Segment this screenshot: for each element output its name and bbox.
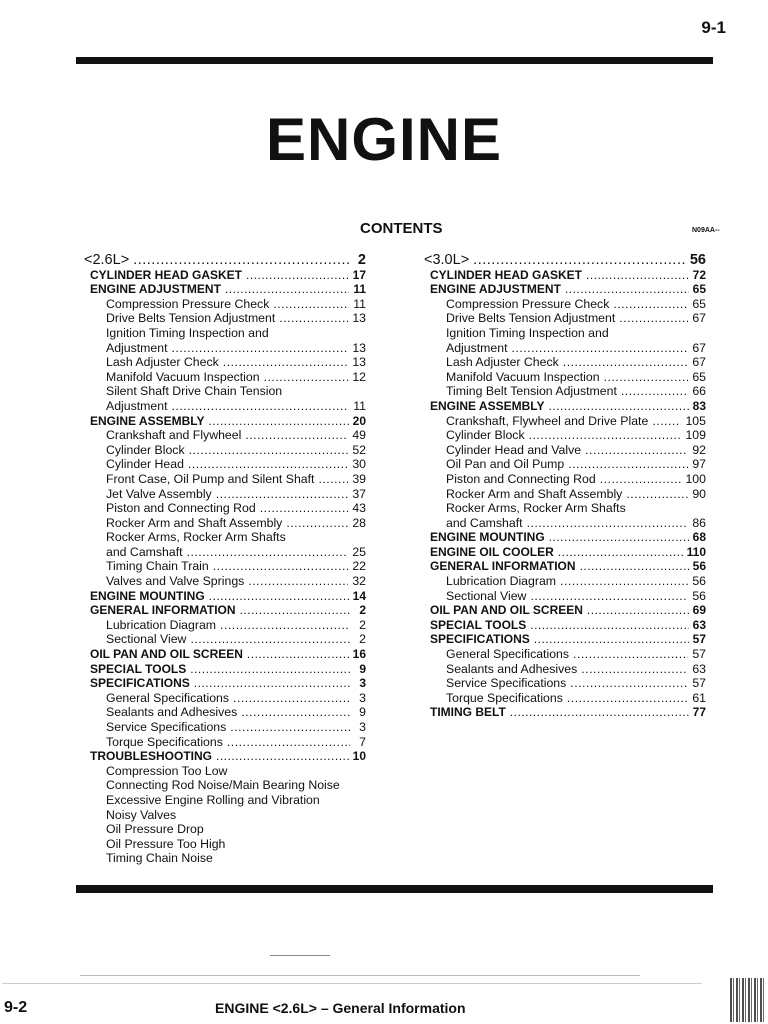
toc-entry-page: 49 — [352, 428, 366, 443]
toc-dot-leader — [586, 268, 689, 283]
toc-entry-label: Timing Chain Noise — [106, 851, 213, 866]
toc-entry-label: Crankshaft and Flywheel — [106, 428, 242, 443]
toc-entry-label: Cylinder Block — [106, 442, 185, 457]
toc-entry-page: 69 — [692, 603, 706, 618]
toc-entry-page: 66 — [692, 384, 706, 399]
toc-dot-leader — [194, 676, 350, 691]
toc-dot-leader — [530, 589, 688, 604]
toc-dot-leader — [188, 457, 348, 472]
toc-entry-label: Excessive Engine Rolling and Vibration — [106, 792, 320, 807]
toc-entry — [84, 384, 366, 399]
toc-dot-leader — [209, 589, 349, 604]
toc-entry-page: 67 — [692, 311, 706, 326]
footer-title: ENGINE <2.6L> – General Information — [215, 1000, 466, 1016]
toc-entry-label: TIMING BELT — [430, 705, 506, 720]
toc-entry — [424, 370, 706, 385]
toc-entry-label: <2.6L> — [84, 252, 130, 268]
toc-entry — [84, 647, 366, 662]
toc-dot-leader — [248, 574, 348, 589]
toc-entry-label: Compression Too Low — [106, 763, 228, 778]
scan-artifact-line — [270, 955, 330, 956]
toc-entry-label: Lubrication Diagram — [106, 617, 217, 632]
toc-entry — [424, 487, 706, 502]
toc-dot-leader — [565, 282, 689, 297]
toc-entry-page: 56 — [692, 559, 706, 574]
toc-entry-label: ENGINE ADJUSTMENT — [90, 282, 221, 297]
toc-dot-leader — [279, 311, 348, 326]
toc-entry-label: Lubrication Diagram — [446, 574, 557, 589]
toc-entry — [424, 341, 706, 356]
toc-dot-leader — [225, 282, 349, 297]
toc-dot-leader — [621, 384, 688, 399]
toc-entry-page: 3 — [359, 676, 366, 691]
toc-dot-leader — [187, 545, 349, 560]
toc-entry — [424, 632, 706, 647]
toc-entry-label: Front Case, Oil Pump and Silent Shaft — [106, 471, 315, 486]
toc-entry-label: Adjustment — [106, 340, 168, 355]
toc-entry-label: Rocker Arm and Shaft Assembly — [106, 515, 283, 530]
toc-entry-label: Piston and Connecting Rod — [106, 501, 256, 516]
toc-entry-page: 68 — [692, 530, 706, 545]
toc-entry-label: Cylinder Block — [446, 428, 525, 443]
toc-dot-leader — [585, 443, 688, 458]
toc-entry-page: 57 — [692, 647, 706, 662]
toc-entry-label: ENGINE MOUNTING — [90, 588, 205, 603]
toc-entry-label: Crankshaft, Flywheel and Drive Plate — [446, 413, 649, 428]
toc-entry — [424, 516, 706, 531]
toc-dot-leader — [273, 297, 349, 312]
toc-dot-leader — [172, 399, 350, 414]
toc-entry-page: 63 — [692, 617, 706, 632]
toc-dot-leader — [245, 428, 348, 443]
toc-entry — [424, 443, 706, 458]
toc-entry — [84, 691, 366, 706]
toc-entry-label: Manifold Vacuum Inspection — [106, 369, 260, 384]
scan-artifact-line — [80, 975, 640, 976]
toc-entry — [424, 559, 706, 574]
toc-entry-label: Valves and Valve Springs — [106, 574, 245, 589]
toc-entry-page: 57 — [692, 632, 706, 647]
toc-entry — [84, 297, 366, 312]
toc-dot-leader — [318, 472, 348, 487]
toc-entry-page: 3 — [359, 690, 366, 705]
toc-entry — [84, 851, 366, 866]
toc-entry-label: Silent Shaft Drive Chain Tension — [106, 384, 283, 399]
toc-entry-label: Service Specifications — [106, 720, 227, 734]
toc-entry-page: 56 — [689, 252, 706, 268]
toc-entry-page: 2 — [359, 603, 366, 618]
toc-dot-leader — [247, 647, 349, 662]
toc-entry-label: and Camshaft — [106, 544, 183, 559]
toc-entry-label: Torque Specifications — [446, 690, 563, 705]
toc-entry-page: 10 — [352, 749, 366, 764]
toc-entry — [424, 589, 706, 604]
toc-entry-page: 20 — [352, 413, 366, 428]
toc-entry-page: 7 — [359, 734, 366, 749]
toc-entry-page: 30 — [352, 457, 366, 472]
toc-dot-leader — [190, 662, 350, 677]
toc-dot-leader — [570, 676, 688, 691]
toc-dot-leader — [527, 516, 689, 531]
toc-dot-leader — [189, 443, 349, 458]
toc-entry-page: 105 — [685, 413, 706, 428]
toc-entry — [84, 793, 366, 808]
toc-entry-label: General Specifications — [446, 647, 570, 662]
toc-entry-page: 2 — [359, 632, 366, 647]
toc-entry — [424, 574, 706, 589]
toc-entry-label: Compression Pressure Check — [106, 296, 270, 311]
toc-entry — [424, 297, 706, 312]
toc-dot-leader — [240, 603, 350, 618]
toc-entry-label: CYLINDER HEAD GASKET — [430, 267, 583, 282]
toc-dot-leader — [600, 472, 682, 487]
toc-entry — [424, 355, 706, 370]
toc-entry-page: 61 — [692, 690, 706, 705]
toc-entry-page: 77 — [692, 705, 706, 720]
toc-entry-label: Ignition Timing Inspection and — [106, 325, 269, 340]
toc-entry-label: Timing Chain Train — [106, 559, 209, 574]
toc-entry-page: 90 — [692, 486, 706, 501]
toc-entry — [424, 545, 706, 560]
toc-dot-leader — [558, 545, 683, 560]
toc-entry-page: 63 — [692, 661, 706, 676]
toc-entry-label: Cylinder Head and Valve — [446, 442, 582, 457]
toc-dot-leader — [233, 691, 350, 706]
toc-entry-page: 110 — [686, 544, 706, 559]
doc-code: N09AA-- — [692, 227, 720, 234]
toc-entry-page: 43 — [352, 501, 366, 516]
toc-dot-leader — [619, 311, 688, 326]
toc-dot-leader — [587, 603, 689, 618]
toc-entry — [424, 384, 706, 399]
toc-entry — [84, 370, 366, 385]
toc-dot-leader — [530, 618, 688, 633]
toc-entry — [84, 676, 366, 691]
page-title: ENGINE — [265, 106, 503, 173]
toc-entry — [424, 326, 706, 341]
toc-entry — [84, 764, 366, 779]
bottom-rule — [76, 885, 713, 893]
toc-entry — [84, 632, 366, 647]
toc-dot-leader — [580, 559, 689, 574]
toc-entry-label: Drive Belts Tension Adjustment — [446, 311, 616, 326]
toc-entry — [84, 720, 366, 735]
toc-entry — [84, 457, 366, 472]
toc-entry — [424, 530, 706, 545]
toc-entry-label: Compression Pressure Check — [446, 296, 610, 311]
toc-entry — [84, 501, 366, 516]
toc-entry-label: SPECIFICATIONS — [430, 632, 530, 647]
toc-entry-page: 2 — [359, 617, 366, 632]
toc-entry — [424, 472, 706, 487]
toc-entry — [424, 705, 706, 720]
toc-dot-leader — [264, 370, 349, 385]
toc-dot-leader — [216, 749, 349, 764]
toc-dot-leader — [512, 341, 689, 356]
toc-dot-leader — [613, 297, 688, 312]
toc-entry-page: 56 — [692, 574, 706, 589]
toc-entry-page: 92 — [692, 442, 706, 457]
toc-dot-leader — [241, 705, 350, 720]
toc-entry-page: 72 — [692, 267, 706, 282]
toc-entry — [84, 530, 366, 545]
toc-dot-leader — [213, 559, 349, 574]
toc-entry — [424, 311, 706, 326]
toc-entry-page: 109 — [685, 428, 706, 443]
toc-entry-label: ENGINE ASSEMBLY — [90, 413, 205, 428]
toc-entry-label: ENGINE OIL COOLER — [430, 544, 554, 559]
toc-entry-page: 12 — [352, 369, 366, 384]
toc-entry — [424, 618, 706, 633]
toc-entry-label: Rocker Arms, Rocker Arm Shafts — [106, 530, 286, 545]
toc-dot-leader — [172, 341, 349, 356]
toc-dot-leader — [230, 720, 350, 735]
toc-entry-page: 9 — [359, 661, 366, 676]
toc-dot-leader — [216, 487, 349, 502]
toc-entry-page: 11 — [353, 282, 366, 297]
toc-entry-page: 16 — [352, 647, 366, 662]
toc-dot-leader — [563, 355, 689, 370]
toc-entry-label: SPECIFICATIONS — [90, 676, 190, 691]
toc-entry-label: ENGINE ASSEMBLY — [430, 398, 545, 413]
toc-entry — [84, 749, 366, 764]
toc-entry — [424, 501, 706, 516]
toc-dot-leader — [223, 355, 349, 370]
toc-entry-label: <3.0L> — [424, 252, 470, 268]
toc-right-column — [424, 253, 706, 720]
toc-dot-leader — [260, 501, 349, 516]
toc-entry-page: 11 — [353, 398, 366, 413]
toc-entry — [84, 778, 366, 793]
toc-entry-label: Oil Pressure Too High — [106, 836, 226, 851]
toc-dot-leader — [133, 253, 350, 268]
toc-entry — [424, 428, 706, 443]
toc-dot-leader — [626, 487, 688, 502]
toc-dot-leader — [549, 530, 689, 545]
toc-entry — [424, 253, 706, 268]
toc-entry — [424, 399, 706, 414]
toc-entry-page: 65 — [692, 282, 706, 297]
toc-dot-leader — [548, 399, 688, 414]
toc-entry-label: Sealants and Adhesives — [106, 705, 238, 720]
toc-entry-label: Jet Valve Assembly — [106, 486, 212, 501]
toc-entry — [84, 443, 366, 458]
toc-entry — [84, 559, 366, 574]
scan-artifact-line — [2, 983, 702, 984]
toc-entry — [424, 414, 706, 429]
toc-entry-label: Cylinder Head — [106, 457, 184, 472]
toc-dot-leader — [227, 735, 350, 750]
toc-entry-label: Oil Pressure Drop — [106, 822, 204, 837]
toc-entry — [424, 268, 706, 283]
toc-entry — [424, 282, 706, 297]
toc-entry — [84, 662, 366, 677]
toc-entry-label: GENERAL INFORMATION — [430, 559, 576, 574]
toc-entry-page: 28 — [352, 515, 366, 530]
toc-entry — [84, 735, 366, 750]
page-number: 9-1 — [701, 18, 726, 37]
toc-entry — [424, 662, 706, 677]
toc-entry-label: Ignition Timing Inspection and — [446, 325, 609, 340]
toc-entry — [84, 355, 366, 370]
toc-entry-page: 65 — [692, 369, 706, 384]
toc-dot-leader — [568, 457, 688, 472]
toc-entry-label: TROUBLESHOOTING — [90, 749, 212, 764]
toc-dot-leader — [286, 516, 348, 531]
toc-entry — [84, 589, 366, 604]
toc-entry-label: OIL PAN AND OIL SCREEN — [90, 647, 243, 662]
toc-entry — [84, 414, 366, 429]
toc-dot-leader — [573, 647, 688, 662]
toc-entry-label: Sectional View — [446, 588, 527, 603]
toc-entry-label: ENGINE MOUNTING — [430, 530, 545, 545]
toc-entry-label: Torque Specifications — [106, 734, 223, 749]
toc-entry — [84, 545, 366, 560]
toc-entry-label: Adjustment — [446, 340, 508, 355]
toc-entry-page: 13 — [352, 340, 366, 355]
toc-entry-label: and Camshaft — [446, 515, 523, 530]
toc-entry — [84, 822, 366, 837]
toc-entry — [84, 705, 366, 720]
toc-entry-page: 83 — [692, 398, 706, 413]
toc-entry-label: Sectional View — [106, 632, 187, 647]
toc-entry — [84, 282, 366, 297]
toc-entry-page: 25 — [352, 544, 366, 559]
toc-entry — [84, 472, 366, 487]
toc-entry-label: Adjustment — [106, 398, 168, 413]
toc-entry-page: 67 — [692, 355, 706, 370]
toc-entry-label: Timing Belt Tension Adjustment — [446, 384, 617, 399]
toc-entry-page: 67 — [692, 340, 706, 355]
toc-dot-leader — [560, 574, 688, 589]
toc-entry — [84, 808, 366, 823]
toc-entry — [84, 253, 366, 268]
toc-entry — [84, 399, 366, 414]
toc-entry-label: ENGINE ADJUSTMENT — [430, 282, 561, 297]
toc-entry — [424, 603, 706, 618]
contents-heading: CONTENTS — [360, 220, 443, 237]
toc-dot-leader — [652, 414, 681, 429]
toc-dot-leader — [190, 632, 350, 647]
toc-entry-page: 9 — [359, 705, 366, 720]
toc-dot-leader — [529, 428, 682, 443]
toc-entry-page: 57 — [692, 676, 706, 691]
toc-dot-leader — [473, 253, 686, 268]
toc-entry-label: SPECIAL TOOLS — [430, 617, 527, 632]
toc-entry — [84, 428, 366, 443]
toc-entry-page: 32 — [352, 574, 366, 589]
toc-entry-label: Piston and Connecting Rod — [446, 471, 596, 486]
toc-entry-label: Manifold Vacuum Inspection — [446, 369, 600, 384]
toc-entry — [84, 311, 366, 326]
toc-entry-page: 14 — [352, 588, 366, 603]
toc-entry — [424, 676, 706, 691]
toc-entry-label: Rocker Arms, Rocker Arm Shafts — [446, 501, 626, 516]
toc-entry-page: 39 — [352, 471, 366, 486]
toc-entry-page: 97 — [692, 457, 706, 472]
toc-entry — [84, 618, 366, 633]
toc-entry-page: 3 — [359, 720, 366, 734]
toc-entry — [84, 268, 366, 283]
toc-entry — [84, 574, 366, 589]
toc-entry-label: Lash Adjuster Check — [106, 355, 219, 370]
toc-entry-page: 17 — [352, 267, 366, 282]
toc-dot-leader — [510, 705, 689, 720]
footer-page-number: 9-2 — [4, 999, 28, 1016]
toc-entry-page: 13 — [352, 311, 366, 326]
toc-entry — [84, 837, 366, 852]
toc-entry-label: Oil Pan and Oil Pump — [446, 457, 565, 472]
toc-entry — [84, 487, 366, 502]
toc-dot-leader — [246, 268, 349, 283]
toc-dot-leader — [581, 662, 688, 677]
toc-entry-label: Rocker Arm and Shaft Assembly — [446, 486, 623, 501]
toc-entry-page: 13 — [352, 355, 366, 370]
toc-dot-leader — [604, 370, 689, 385]
toc-entry-page: 11 — [353, 296, 366, 311]
toc-dot-leader — [208, 414, 348, 429]
toc-entry-label: SPECIAL TOOLS — [90, 661, 187, 676]
toc-entry — [424, 457, 706, 472]
toc-entry-label: GENERAL INFORMATION — [90, 603, 236, 618]
toc-entry-page: 100 — [685, 471, 706, 486]
toc-entry-label: General Specifications — [106, 690, 230, 705]
toc-left-column — [84, 253, 366, 866]
toc-dot-leader — [220, 618, 350, 633]
toc-entry-label: OIL PAN AND OIL SCREEN — [430, 603, 583, 618]
toc-entry-page: 65 — [692, 296, 706, 311]
toc-entry — [84, 341, 366, 356]
toc-entry-label: Connecting Rod Noise/Main Bearing Noise — [106, 778, 340, 793]
toc-entry-label: Lash Adjuster Check — [446, 355, 559, 370]
toc-entry-label: Service Specifications — [446, 676, 567, 691]
toc-entry-label: Noisy Valves — [106, 807, 177, 822]
barcode-artifact — [730, 978, 764, 1022]
toc-entry-page: 22 — [352, 559, 366, 574]
toc-entry-label: Sealants and Adhesives — [446, 661, 578, 676]
toc-entry — [84, 516, 366, 531]
toc-dot-leader — [567, 691, 688, 706]
toc-entry — [424, 691, 706, 706]
toc-entry-label: Drive Belts Tension Adjustment — [106, 311, 276, 326]
toc-entry-page: 52 — [352, 442, 366, 457]
toc-dot-leader — [534, 632, 689, 647]
toc-entry-page: 86 — [692, 515, 706, 530]
toc-entry-page: 2 — [357, 252, 366, 268]
toc-entry — [424, 647, 706, 662]
toc-entry-label: CYLINDER HEAD GASKET — [90, 267, 243, 282]
toc-entry-page: 37 — [352, 486, 366, 501]
toc-entry — [84, 603, 366, 618]
toc-entry-page: 56 — [692, 588, 706, 603]
top-rule — [76, 57, 713, 64]
toc-entry — [84, 326, 366, 341]
